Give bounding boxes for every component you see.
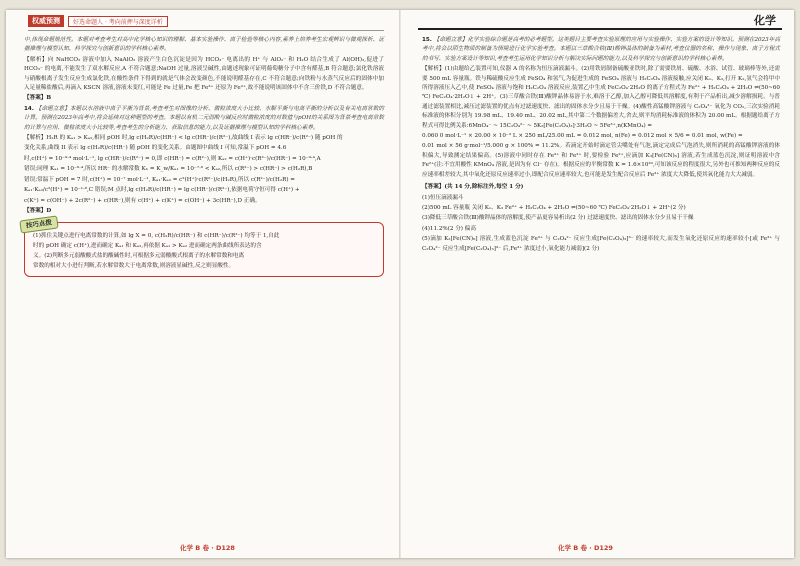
right-page-footer: 化学 B 卷 · D129	[558, 544, 613, 552]
tip-line: 时的 pOH 确定 c(H⁺),进而确定 Kₐ₁ 和 Kₐ₂,再依据 Kₐ₁ > Kₐ₂ 进而确定两条曲线所表达的含	[33, 243, 262, 250]
tip-badge: 技巧点拨	[19, 216, 58, 235]
brand-tagline: 好选命题人 · 考向前押与深度详析	[68, 16, 168, 27]
q15-answer-title: 【答案】(共 14 分,除标注外,每空 1 分)	[422, 184, 524, 191]
left-content	[24, 36, 384, 277]
q15-answer-item: (3)降低三草酸合铁(Ⅲ)酸钾晶体的溶解度,使产品更容易析出(2 分) 过滤速度快、滤出的固体水分少且易于干燥	[422, 215, 694, 222]
brand-label: 权威预测	[28, 15, 64, 27]
q14-answer: 【答案】D	[24, 207, 52, 214]
q14-analysis-line: 错误;常温下 pOH = 7 时,c(H⁺) = 10⁻⁷ mol·L⁻¹, Kₐ₁·Kₐ₂ = c²(H⁺)·c(R²⁻)/c(H₂R),所以 c(R²⁻)/c(H₂R) =	[24, 176, 295, 183]
left-page	[10, 10, 394, 558]
subject-title: 化学	[754, 14, 776, 27]
q14-analysis-line: 【解析】H₂R 的 Kₐ₁ > Kₐ₂,相同 pOH 时,lg c(H₂R)/c(HR⁻) < lg c(HR⁻)/c(R²⁻),故曲线 I 表示 lg c(HR⁻)/c(R²⁻) 随 pOH 的	[24, 135, 343, 142]
q14-number: 14.	[24, 105, 34, 112]
tip-callout	[24, 218, 384, 277]
book-gutter	[399, 10, 401, 558]
left-header	[28, 14, 168, 28]
q14-analysis-line: c(K⁺) = c(OH⁻) + 2c(R²⁻) + c(HR⁻),则有 c(H⁺) + c(K⁺) = c(OH⁻) + 3c(HR⁻),D 正确。	[24, 197, 261, 204]
q15-meta-paragraph	[422, 36, 780, 64]
left-page-footer: 化学 B 卷 · D128	[180, 544, 235, 552]
q15-analysis-paragraph: 0.01 mol × 56 g·mol⁻¹/5.000 g × 100% = 11.2%。若滴定开始时滴定管尖嘴处有气泡,滴定完成后气泡消失,则所消耗的高锰酸钾溶液的体积偏大,导致测定结果偏高。(5)溶液中同时存在 Fe³⁺ 和 Fe²⁺ 时,要检验 Fe²⁺,应滴加 K₃[Fe(CN)₆] 溶液,若生成蓝色沉淀,则证明溶液中含 Fe²⁺(注:不宜用酸性 KMnO₄ 溶液,是因为有 Cl⁻ 存在)。根据反应的平衡常数 K = 1.6×10²⁰,可知该反应的程度很大,另外也可推知两种反应的反应速率相差较大,其中氧化还原反应速率过小,即配合反应速率较大,也可能是发生配合反应后 Fe³⁺ 浓度大大降低,使其氧化能力大大减弱。	[422, 143, 780, 178]
q15-analysis-paragraph: 【解析】(1)由题给乙装置可知,仪器 A 的名称为恒压滴液漏斗。(2)用铁屑制备硫酸亚铁时,除了需要铁屑、硫酸、水浴、试管、玻璃棒等外,还需要 500 mL 容量瓶。铁与稀硫酸反应生成 FeSO₄ 和氢气,为促进生成的 FeSO₄ 溶液与 H₂C₂O₄ 溶液接触,应关闭 K₁、K₃,打开 K₂,氢气会将甲中所得溶液压入乙中,使 FeSO₄ 溶液与饱和 H₂C₂O₄ 溶液反应,装置乙中生成 FeC₂O₄·2H₂O 的离子方程式为 Fe²⁺ + H₂C₂O₄ + 2H₂O ⇌(50~60 ℃) FeC₂O₄·2H₂O↓ + 2H⁺。(3)三草酸合铁(Ⅲ)酸钾晶体易溶于水,难溶于乙醇,加入乙醇可降低其溶解度,有利于产品析出,减少溶解损耗。与普通过滤装置相比,减压过滤装置的优点有过滤速度快、滤出的固体水分少且易于干燥。(4)酸性高锰酸钾溶液与 C₂O₄²⁻ 氧化为 CO₂,三次实验消耗标准液的体积分别为 19.98 mL、19.40 mL、20.02 mL,其中第二个数据偏差大,舍去,则平均消耗标准液的体积为 20.00 mL。根据题给离子方程式可得比例关系:6MnO₄⁻ ~ 15C₂O₄²⁻ ~ 5K₃[Fe(C₂O₄)₃]·3H₂O ~ 5Fe³⁺,n(KMnO₄) =	[422, 66, 780, 129]
q15-answer-item: (1)恒压滴液漏斗	[422, 194, 464, 201]
q15-answer-item: (4)11.2%(2 分) 偏高	[422, 225, 476, 232]
q13-answer: 【答案】B	[24, 95, 52, 102]
q14-meta: 【命题立意】本题以水溶液中离子平衡为背景,考查考生对图像的分析、微粒浓度大小比较、水解平衡与电离平衡的分析以及有关电离常数的计算。预测在2023年高考中,将会延续对这种题型的考查。本题以有机二元弱酸与碱反应时微粒浓度的对数值与pOH的关系图为背景考查电离常数的计算与应用、微粒浓度大小比较等,考查考生的分析能力、获取信息的能力,以及证据推理与模型认知的学科核心素养。	[24, 105, 385, 131]
tip-line: (1)抓住关键点进行电离常数的计算,如 lg X = 0, c(H₂R)/c(HR⁻) 和 c(HR⁻)/c(R²⁻) 均等于 1,自此	[33, 233, 280, 240]
q15-analysis-paragraph: 0.060 0 mol·L⁻¹ × 20.00 × 10⁻³ L × 250 mL/25.00 mL = 0.012 mol, n(Fe) = 0.012 mol × 5/6 = 0.01 mol, w(Fe) =	[422, 133, 743, 140]
q14-analysis-line: 变化关系,曲线 II 表示 lg c(H₂R)/c(HR⁻) 随 pOH 的变化关系。由题图中曲线 I 可知,常温下 pOH = 4.6	[24, 145, 287, 152]
q14-analysis-line: Kₐ₁·Kₐ₂/c²(H⁺) = 10⁻¹·⁸,C 错误;M 点时,lg c(H₂R)/c(HR⁻) = lg c(HR⁻)/c(R²⁻),依据电荷守恒可得 c(H⁺) +	[24, 187, 300, 194]
header-rule	[418, 28, 782, 30]
q14-analysis-line: 时,c(H⁺) = 10⁻⁹·⁴ mol·L⁻¹, lg c(HR⁻)/c(R²⁻) = 0,即 c(HR⁻) = c(R²⁻),则 Kₐ₂ = c(H⁺)·c(R²⁻)/c(HR⁻) = 10⁻⁹·⁴,A	[24, 155, 321, 162]
book-spread	[6, 10, 794, 558]
q15-answer-block	[422, 183, 780, 254]
q15-meta: 【命题立意】化学实验综合题是高考的必考题型。这类题目主要考查实验原理的应用与实验操作、实验方案的设计等知识。预测在2023年高考中,将会以陌生物质的制备为情境进行化学实验考查。本题以三草酸合铁(Ⅲ)酸钾晶体的制备为素材,考查仪器的名称、操作与现象、离子方程式的书写、实验方案设计等知识,考查考生运用化学知识分析与解决实际问题的能力,以及科学探究与创新意识的学科核心素养。	[422, 37, 780, 62]
header-rule	[28, 30, 384, 31]
right-content	[422, 36, 780, 255]
tip-line: 义。(2)判断多元弱酸酸式盐的酸碱性时,可根据多元弱酸酸式根离子的水解常数和电离	[33, 253, 245, 260]
q15-number: 15.	[422, 37, 432, 43]
q15-answer-item: (2)500 mL 容量瓶 关闭 K₁、K₃ Fe²⁺ + H₂C₂O₄ + 2H₂O ⇌(50~60 ℃) FeC₂O₄·2H₂O↓ + 2H⁺(2 分)	[422, 204, 686, 211]
q14-analysis-line: 错误;同理 Kₐ₁ = 10⁻⁶·⁴,所以 HR⁻ 的水解常数 Kₕ = K_w/Kₐ₁ = 10⁻⁷·⁶ < Kₐ₂,所以 c(R²⁻) > c(HR⁻) > c(H₂R),B	[24, 166, 313, 173]
q15-answer-item: (5)滴加 K₃[Fe(CN)₆] 溶液,生成蓝色沉淀 Fe³⁺ 与 C₂O₄²⁻ 反应生成[Fe(C₂O₄)₃]³⁻ 的速率较大,而发生氧化还原反应的速率较小[或 Fe³⁺ 与 C₂O₄²⁻ 反应生成[Fe(C₂O₄)₃]³⁻ 后,Fe³⁺ 浓度过小,氧化能力减弱](2 分)	[422, 236, 780, 252]
tip-box	[24, 222, 384, 277]
right-page	[408, 10, 790, 558]
q13-analysis: 【解析】向 NaHCO₃ 溶液中加入 NaAlO₂ 溶液产生白色沉淀是因为 HCO₃⁻ 电离出的 H⁺ 与 AlO₂⁻ 和 H₂O 结合生成了 Al(OH)₃,促进了 HCO₃⁻ 的电离,不能发生了双水解反应,A 不符合题意;NaOH 过量,溶液呈碱性,由题述现象可证明葡萄糖分子中含有醛基,B 符合题意;氯化铁溶液与硝酸根离子发生反应生成氯化铁,在酸性条件下得到的就是气体会改变颜色,不能说明醛基存在,C 不符合题意;向铁粉与水蒸气反应后的固体中加入足量稀盐酸后,再滴入 KSCN 溶液,溶液未变红,可能是 Fe 过量,Fe 把 Fe³⁺ 还原为 Fe²⁺,故不能说明该固体中不含三价铁,D 不符合题意。	[24, 56, 384, 92]
q14-meta-paragraph	[24, 105, 384, 133]
tip-line: 常数的相对大小进行判断,若水解常数大于电离常数,则溶液显碱性,反之则显酸性。	[33, 263, 235, 270]
intro-paragraph: 中,体现命题规范性。本题对考查考生对高中化学核心知识的理解、基本实验操作、离子检验等核心内容,素养上培养考生宏观辨识与微观探析、证据推理与模型认知、科学探究与创新意识的学科核心素养。	[24, 37, 384, 53]
